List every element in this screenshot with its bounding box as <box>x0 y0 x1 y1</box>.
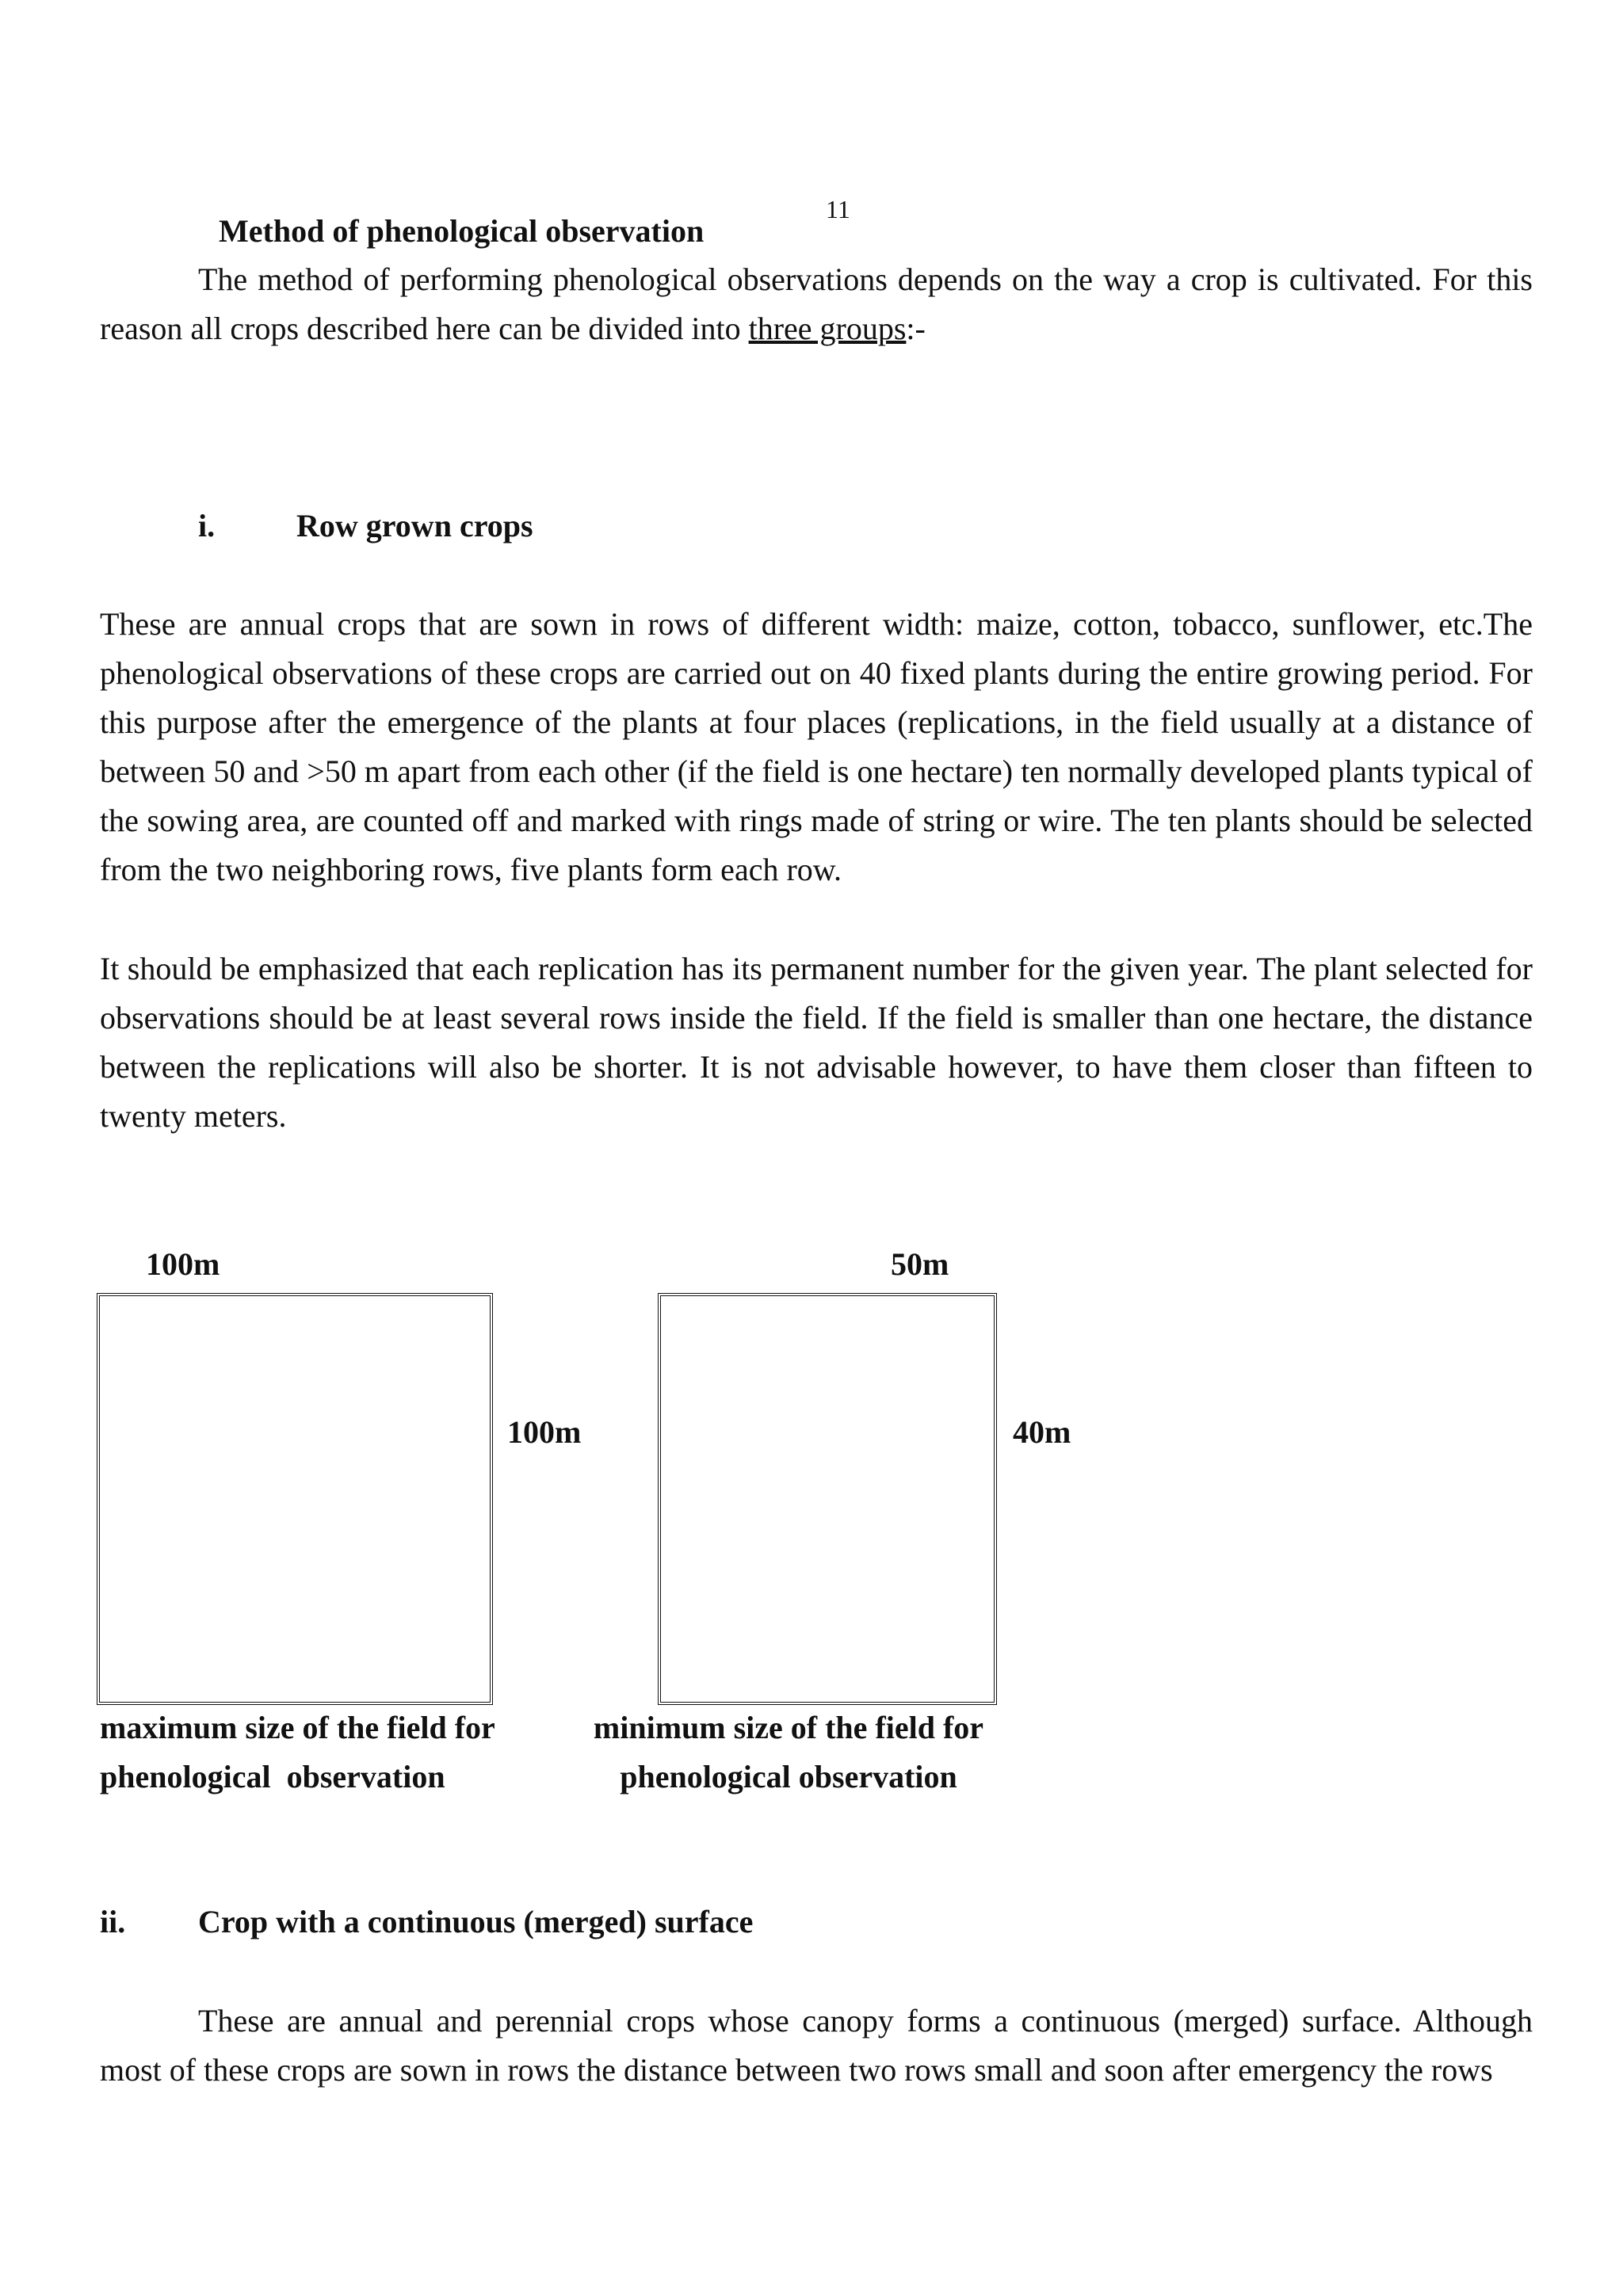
max-field-box <box>97 1293 493 1705</box>
max-field-height-label: 100m <box>507 1414 582 1450</box>
section-title: Method of phenological observation <box>219 213 705 249</box>
continuous-surface-text: These are annual and perennial crops whose canopy forms a continuous (merged) surface. Although most of these crops are sown in rows the distance between two rows small and soon after emergency the rows <box>100 2003 1533 2088</box>
page-number: 11 <box>826 195 850 223</box>
intro-underlined-text: three groups <box>748 311 907 346</box>
max-field-caption-line-2: phenological observation <box>100 1759 445 1794</box>
intro-text-after: :- <box>906 311 926 346</box>
max-field-caption <box>100 1703 495 1802</box>
min-field-caption-line-1: minimum size of the field for <box>593 1710 984 1745</box>
max-field-width-label: 100m <box>146 1246 220 1282</box>
row-crops-paragraph-2: It should be emphasized that each replication has its permanent number for the given year. The plant selected for observations should be at least several rows inside the field. If the field is smaller than one hectare, the distance between the replications will also be shorter. It is not advisable however, to have them closer than fifteen to twenty meters. <box>100 951 1533 1134</box>
section-ii-number: ii. <box>100 1904 126 1939</box>
section-i-number: i. <box>198 508 216 543</box>
intro-paragraph <box>100 255 1533 353</box>
min-field-height-label: 40m <box>1013 1414 1071 1450</box>
min-field-box <box>658 1293 997 1705</box>
section-ii-title: Crop with a continuous (merged) surface <box>198 1904 754 1939</box>
intro-text-before: The method of performing phenological observations depends on the way a crop is cultivated. For this reason all crops described here can be divided into <box>100 261 1533 346</box>
max-field-caption-line-1: maximum size of the field for <box>100 1710 495 1745</box>
section-i-title: Row grown crops <box>296 508 533 543</box>
min-field-caption-line-2: phenological observation <box>620 1759 957 1794</box>
continuous-surface-paragraph <box>100 1997 1533 2095</box>
min-field-caption <box>586 1703 991 1802</box>
row-crops-paragraph-1: These are annual crops that are sown in rows of different width: maize, cotton, tobacco, sunflower, etc.The phenological observations of these crops are carried out on 40 fixed plants during the entire growing period. For this purpose after the emergence of the plants at four places (replications, in the field usually at a distance of between 50 and >50 m apart from each other (if the field is one hectare) ten normally developed plants typical of the sowing area, are counted off and marked with rings made of string or wire. The ten plants should be selected from the two neighboring rows, five plants form each row. <box>100 606 1533 887</box>
min-field-width-label: 50m <box>891 1246 949 1282</box>
